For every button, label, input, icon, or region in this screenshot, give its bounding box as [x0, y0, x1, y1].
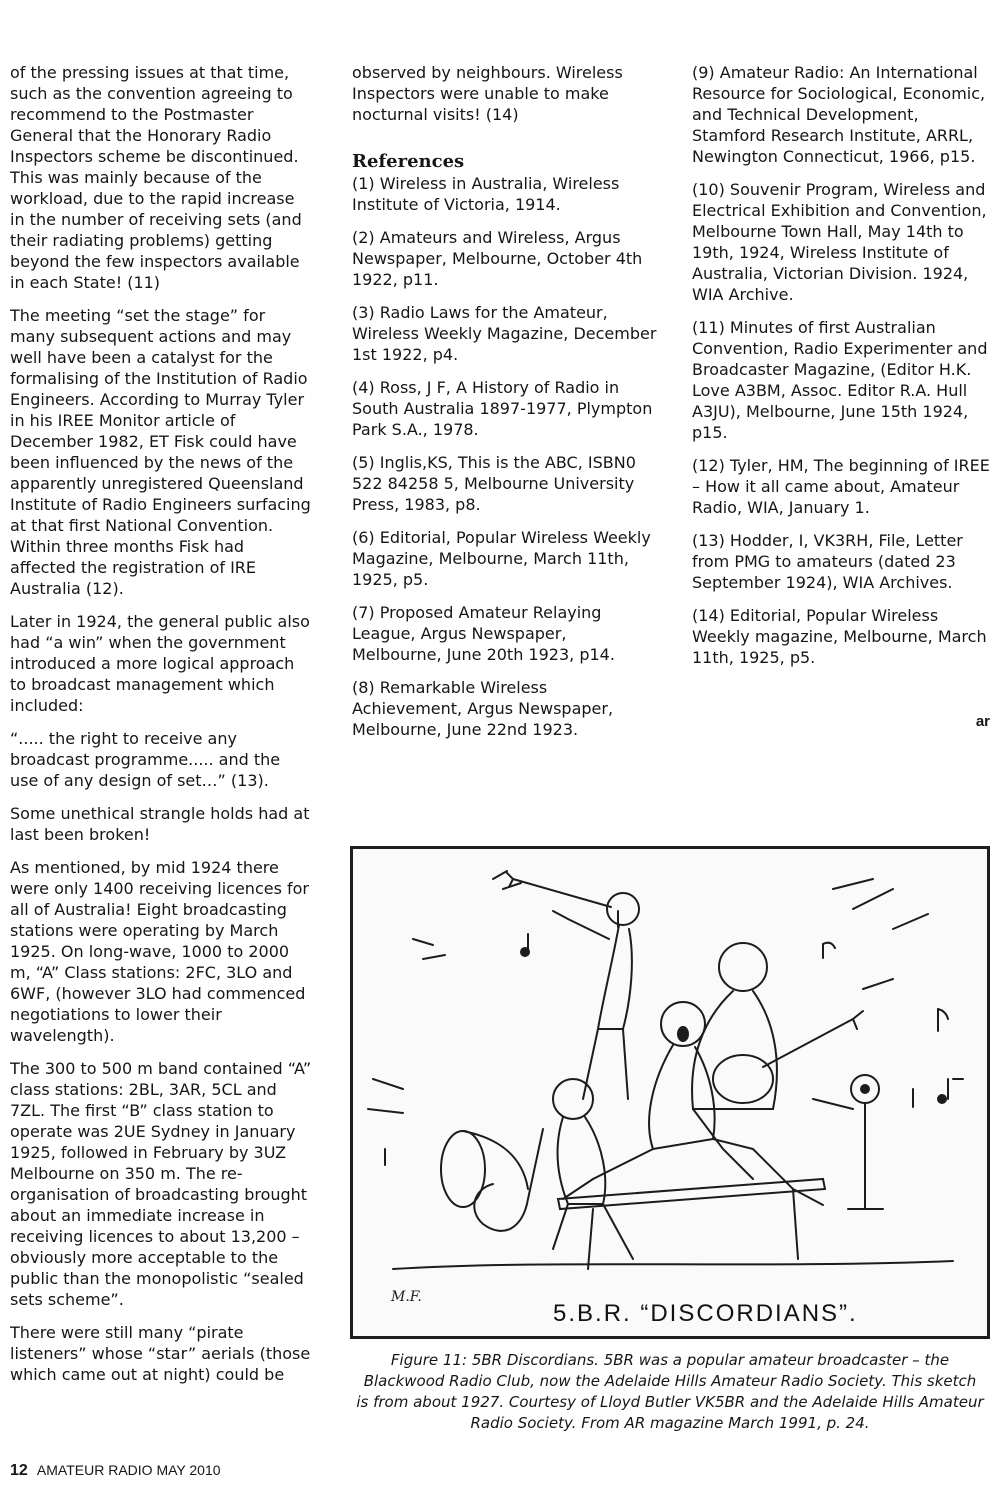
article-column-2 — [352, 62, 658, 752]
publication-name: AMATEUR RADIO MAY 2010 — [36, 1462, 221, 1478]
cartoon-figure — [350, 846, 990, 1339]
references-heading: References — [352, 151, 465, 172]
reference-item: (12) Tyler, HM, The beginning of IREE – How it all came about, Amateur Radio, WIA, January 1. — [692, 456, 990, 517]
reference-item: (8) Remarkable Wireless Achievement, Argus Newspaper, Melbourne, June 22nd 1923. — [352, 678, 614, 739]
reference-item: (9) Amateur Radio: An International Resource for Sociological, Economic, and Technical Development, Stamford Research Institute, ARRL, Newington Connecticut, 1966, p15. — [692, 63, 986, 166]
quote-paragraph: “..... the right to receive any broadcast programme..... and the use of any design of set…” (13). — [10, 729, 281, 790]
article-column-1 — [10, 62, 312, 1397]
paragraph: Later in 1924, the general public also had “a win” when the government introduced a more logical approach to broadcast management which included: — [10, 612, 310, 715]
paragraph: of the pressing issues at that time, such as the convention agreeing to recommend to the Postmaster General that the Honorary Radio Inspectors scheme be discontinued. This was mainly because of the workload, due to the rapid increase in the number of receiving sets (and their radiating problems) getting beyond the few inspectors available in each State! (11) — [10, 63, 302, 292]
paragraph: The meeting “set the stage” for many subsequent actions and may well have been a catalyst for the formalising of the Institution of Radio Engineers. According to Murray Tyler in his IREE Monitor article of December 1982, ET Fisk could have been influenced by the news of the apparently unregistered Queensland Institute of Radio Engineers surfacing at that first National Convention. Within three months Fisk had affected the registration of IRE Australia (12). — [10, 306, 311, 598]
paragraph: The 300 to 500 m band contained “A” class stations: 2BL, 3AR, 5CL and 7ZL. The first “B” class station to operate was 2UE Sydney in January 1925, followed in February by 3UZ Melbourne on 350 m. The re-organisation of broadcasting brought about an immediate increase in receiving licences to about 13,200 – obviously more acceptable to the public than the monopolistic “sealed sets scheme”. — [10, 1059, 312, 1309]
reference-item: (3) Radio Laws for the Amateur, Wireless Weekly Magazine, December 1st 1922, p4. — [352, 303, 657, 364]
reference-item: (7) Proposed Amateur Relaying League, Argus Newspaper, Melbourne, June 20th 1923, p14. — [352, 603, 615, 664]
page-footer — [10, 1462, 221, 1480]
reference-item: (11) Minutes of first Australian Convention, Radio Experimenter and Broadcaster Magazine, (Editor H.K. Love A3BM, Assoc. Editor R.A. Hull A3JU), Melbourne, June 15th 1924, p15. — [692, 318, 988, 442]
paragraph: Some unethical strangle holds had at last been broken! — [10, 804, 310, 844]
reference-item: (1) Wireless in Australia, Wireless Institute of Victoria, 1914. — [352, 174, 620, 214]
paragraph: observed by neighbours. Wireless Inspectors were unable to make nocturnal visits! (14) — [352, 63, 623, 124]
paragraph: As mentioned, by mid 1924 there were only 1400 receiving licences for all of Australia! Eight broadcasting stations were operating by March 1925. On long-wave, 1000 to 2000 m, “A” Class stations: 2FC, 3LO and 6WF, (however 3LO had commenced negotiations to lower their wavelength). — [10, 858, 310, 1045]
paragraph: There were still many “pirate listeners” whose “star” aerials (those which came out at night) could be — [10, 1323, 311, 1384]
article-column-3 — [692, 62, 992, 680]
article-end-mark: ar — [975, 713, 990, 730]
page-number: 12 — [10, 1462, 28, 1479]
artist-signature: M.F. — [391, 1289, 422, 1305]
reference-item: (5) Inglis,KS, This is the ABC, ISBN0 522 84258 5, Melbourne University Press, 1983, p8. — [352, 453, 636, 514]
reference-item: (2) Amateurs and Wireless, Argus Newspaper, Melbourne, October 4th 1922, p11. — [352, 228, 643, 289]
figure-caption: Figure 11: 5BR Discordians. 5BR was a popular amateur broadcaster – the Blackwood Radio Club, now the Adelaide Hills Amateur Radio Society. This sketch is from about 1927. Courtesy of Lloyd Butler VK5BR and the Adelaide Hills Amateur Radio Society. From AR magazine March 1991, p. 24. — [356, 1351, 984, 1432]
reference-item: (10) Souvenir Program, Wireless and Electrical Exhibition and Convention, Melbourne Town Hall, May 14th to 19th, 1924, Wireless Institute of Australia, Victorian Division. 1924, WIA Archive. — [692, 180, 987, 304]
reference-item: (13) Hodder, I, VK3RH, File, Letter from PMG to amateurs (dated 23 September 1924), WIA Archives. — [692, 531, 963, 592]
cartoon-sketch — [353, 849, 987, 1336]
sketch-title: 5.B.R. “DISCORDIANS”. — [553, 1300, 858, 1327]
reference-item: (6) Editorial, Popular Wireless Weekly Magazine, Melbourne, March 11th, 1925, p5. — [352, 528, 651, 589]
reference-item: (14) Editorial, Popular Wireless Weekly magazine, Melbourne, March 11th, 1925, p5. — [692, 606, 987, 667]
reference-item: (4) Ross, J F, A History of Radio in South Australia 1897-1977, Plympton Park S.A., 1978. — [352, 378, 653, 439]
